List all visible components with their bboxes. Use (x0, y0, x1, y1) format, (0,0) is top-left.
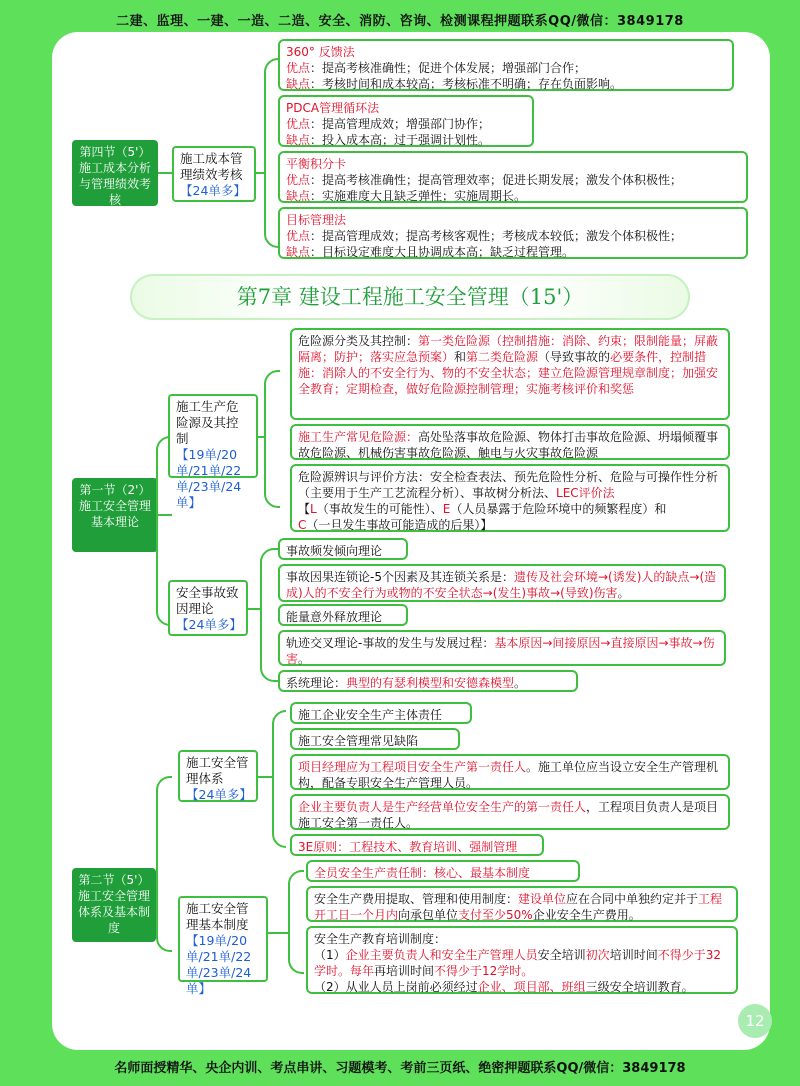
content-sheet (52, 32, 770, 1050)
sec1-causation-brace (260, 548, 278, 682)
theory-system: 系统理论：典型的有瑟利模型和安德森模型。 (278, 670, 578, 692)
principal-first-responsible: 企业主要负责人是生产经营单位安全生产的第一责任人，工程项目负责人是项目施工安全第一责任人。 (290, 794, 730, 830)
sec4-node-tag: 【24单多】 (180, 183, 246, 198)
hazard-evaluation: 危险源辨识与评价方法：安全检查表法、预先危险性分析、危险与可操作性分析（主要用于生产工艺流程分析）、事故树分析法、LEC评价法 【L（事故发生的可能性）、E（人员暴露于危险环境中的频繁程度）和 C（一旦发生事故可能造成的后果）】 (290, 464, 730, 532)
sec4-item-bsc: 平衡积分卡 优点：提高考核准确性；提高管理效率；促进长期发展；激发个体积极性； 缺点：实施难度大且缺乏弹性；实施周期长。 (278, 151, 748, 203)
sec4-item-pdca: PDCA管理循环法 优点：提高管理成效；增强部门协作； 缺点：投入成本高；过于强调计划性。 (278, 95, 534, 147)
rule-responsibility: 全员安全生产责任制：核心、最基本制度 (306, 860, 580, 882)
page-header: 二建、监理、一建、一造、二造、安全、消防、咨询、检测课程押题联系QQ/微信：3849178 (116, 14, 684, 29)
sec1-hazard-brace (264, 370, 280, 508)
theory-domino: 事故因果连锁论-5个因素及其连锁关系是：遗传及社会环境→(诱发)人的缺点→(造成)人的不安全行为或物的不安全状态→(发生)事故→(导致)伤害。 (278, 564, 726, 602)
section-2-label: 第二节（5'）施工安全管理体系及基本制度 (72, 868, 156, 942)
theory-energy-release: 能量意外释放理论 (278, 604, 408, 626)
rule-safety-funds: 安全生产费用提取、管理和使用制度：建设单位应在合同中单独约定并于工程开工日一个月内向承包单位支付至少50%企业安全生产费用。 (306, 886, 738, 922)
page-number: 12 (738, 1004, 772, 1038)
sec4-item-360: 360° 反馈法 优点：提高考核准确性；促进个体发展；增强部门合作； 缺点：考核时间和成本较高；考核标准不明确；存在负面影响。 (278, 39, 734, 91)
page-footer: 名师面授精华、央企内训、考点串讲、习题模考、考前三页纸、绝密押题联系QQ/微信：3849178 (114, 1061, 686, 1076)
safety-common-defects: 施工安全管理常见缺陷 (290, 728, 460, 750)
sec4-node (172, 146, 256, 202)
rule-training: 安全生产教育培训制度： （1）企业主要负责人和安全生产管理人员安全培训初次培训时间不得少于32学时。每年再培训时间不得少于12学时。 （2）从业人员上岗前必须经过企业、项目部、班组三级安全培训教育。 (306, 926, 738, 994)
sec4-node-title: 施工成本管理绩效考核 (180, 151, 243, 182)
pm-first-responsible: 项目经理应为工程项目安全生产第一责任人。施工单位应当设立安全生产管理机构，配备专职安全生产管理人员。 (290, 754, 730, 790)
sec1-node-hazards: 施工生产危险源及其控制 【19单/20 单/21单/22 单/23单/24单】 (168, 394, 258, 478)
item-title: 360° 反馈法 (286, 45, 355, 59)
theory-trajectory: 轨迹交叉理论-事故的发生与发展过程：基本原因→间接原因→直接原因→事故→伤害。 (278, 630, 726, 666)
hazard-classification: 危险源分类及其控制：第一类危险源（控制措施：消除、约束；限制能量；屏蔽隔离；防护；落实应急预案）和第二类危险源（导致事故的必要条件，控制措施：消除人的不安全行为、物的不安全状态；建立危险源管理规章制度；加强安全教育；定期检查，做好危险源控制管理；实施考核评价和奖惩 (290, 328, 730, 420)
sec2-rules-brace (288, 870, 304, 974)
theory-accident-proneness: 事故频发倾向理论 (278, 538, 408, 560)
item-title: PDCA管理循环法 (286, 101, 380, 115)
3e-principle: 3E原则：工程技术、教育培训、强制管理 (290, 834, 544, 856)
section-1-label: 第一节（2'）施工安全管理基本理论 (72, 478, 158, 552)
sec2-brace (156, 776, 172, 952)
section-4-label: 第四节（5'）施工成本分析与管理绩效考核 (72, 140, 158, 206)
item-title: 目标管理法 (286, 213, 347, 227)
sec2-system-brace (272, 710, 286, 848)
sec2-node-system: 施工安全管理体系 【24单多】 (178, 750, 258, 802)
item-title: 平衡积分卡 (286, 157, 347, 171)
chapter-title: 第7章 建设工程施工安全管理（15'） (130, 274, 690, 320)
common-hazards: 施工生产常见危险源：高处坠落事故危险源、物体打击事故危险源、坍塌倾覆事故危险源、机械伤害事故危险源、触电与火灾事故危险源 (290, 424, 730, 460)
sec1-node-causation: 安全事故致因理论 【24单多】 (168, 580, 248, 636)
safety-main-responsibility: 施工企业安全生产主体责任 (290, 702, 472, 724)
sec4-item-mbo: 目标管理法 优点：提高管理成效；提高考核客观性；考核成本较低；激发个体积极性； 缺点：目标设定难度大且协调成本高；缺乏过程管理。 (278, 207, 748, 259)
sec2-node-rules: 施工安全管理基本制度 【19单/20 单/21单/22 单/23单/24单】 (178, 896, 268, 982)
